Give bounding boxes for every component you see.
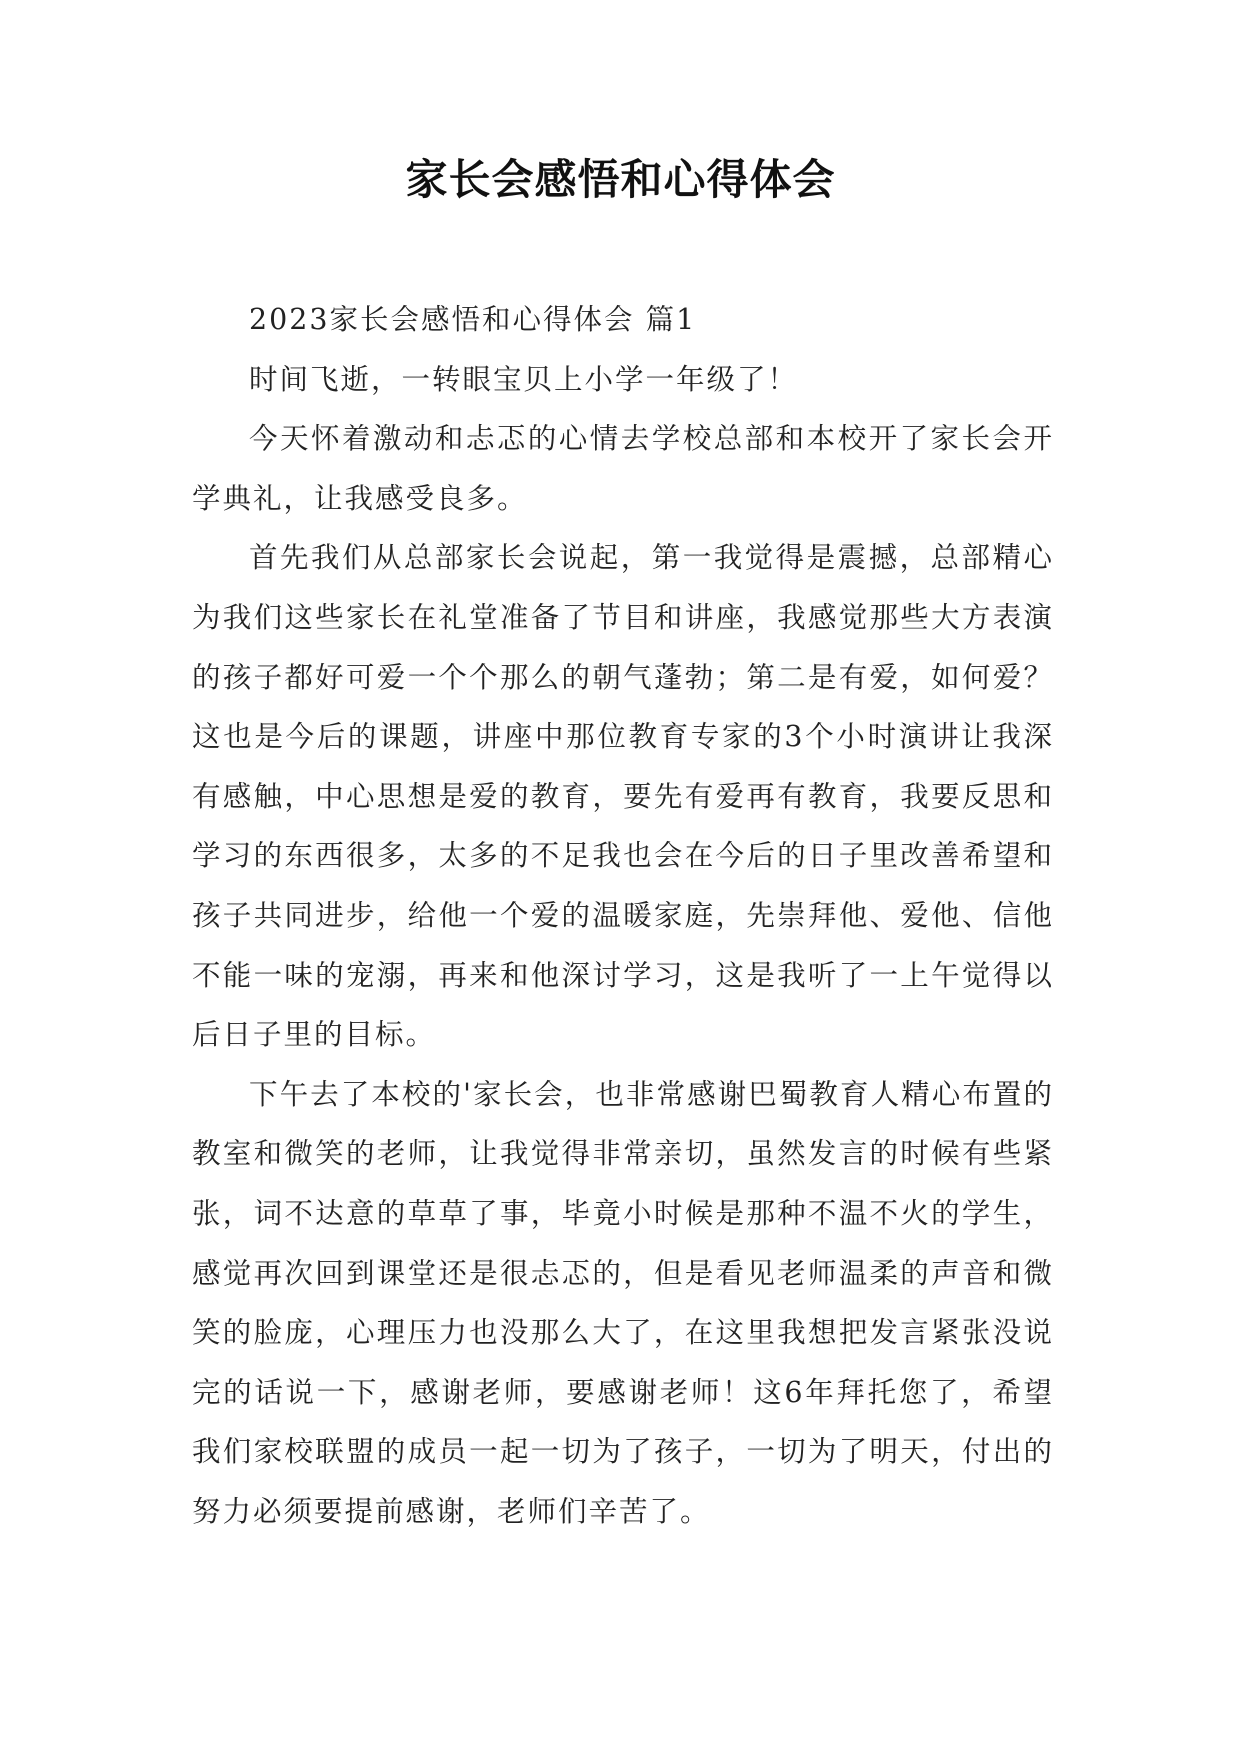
document-body xyxy=(192,290,1054,1541)
paragraph-4: 下午去了本校的'家长会，也非常感谢巴蜀教育人精心布置的教室和微笑的老师，让我觉得非常亲切，虽然发言的时候有些紧张，词不达意的草草了事，毕竟小时候是那种不温不火的学生，感觉再次回到课堂还是很忐忑的，但是看见老师温柔的声音和微笑的脸庞，心理压力也没那么大了，在这里我想把发言紧张没说完的话说一下，感谢老师，要感谢老师！这6年拜托您了，希望我们家校联盟的成员一起一切为了孩子，一切为了明天，付出的努力必须要提前感谢，老师们辛苦了。 xyxy=(192,1077,1054,1528)
section-heading: 2023家长会感悟和心得体会 篇1 xyxy=(249,303,697,336)
paragraph-2: 今天怀着激动和忐忑的心情去学校总部和本校开了家长会开学典礼，让我感受良多。 xyxy=(192,422,1054,515)
paragraph-3: 首先我们从总部家长会说起，第一我觉得是震撼，总部精心为我们这些家长在礼堂准备了节目和讲座，我感觉那些大方表演的孩子都好可爱一个个那么的朝气蓬勃；第二是有爱，如何爱？这也是今后的课题，讲座中那位教育专家的3个小时演讲让我深有感触，中心思想是爱的教育，要先有爱再有教育，我要反思和学习的东西很多，太多的不足我也会在今后的日子里改善希望和孩子共同进步，给他一个爱的温暖家庭，先崇拜他、爱他、信他不能一味的宠溺，再来和他深讨学习，这是我听了一上午觉得以后日子里的目标。 xyxy=(192,541,1054,1052)
paragraph-1: 时间飞逝，一转眼宝贝上小学一年级了！ xyxy=(249,362,799,396)
document-title: 家长会感悟和心得体会 xyxy=(405,155,836,204)
